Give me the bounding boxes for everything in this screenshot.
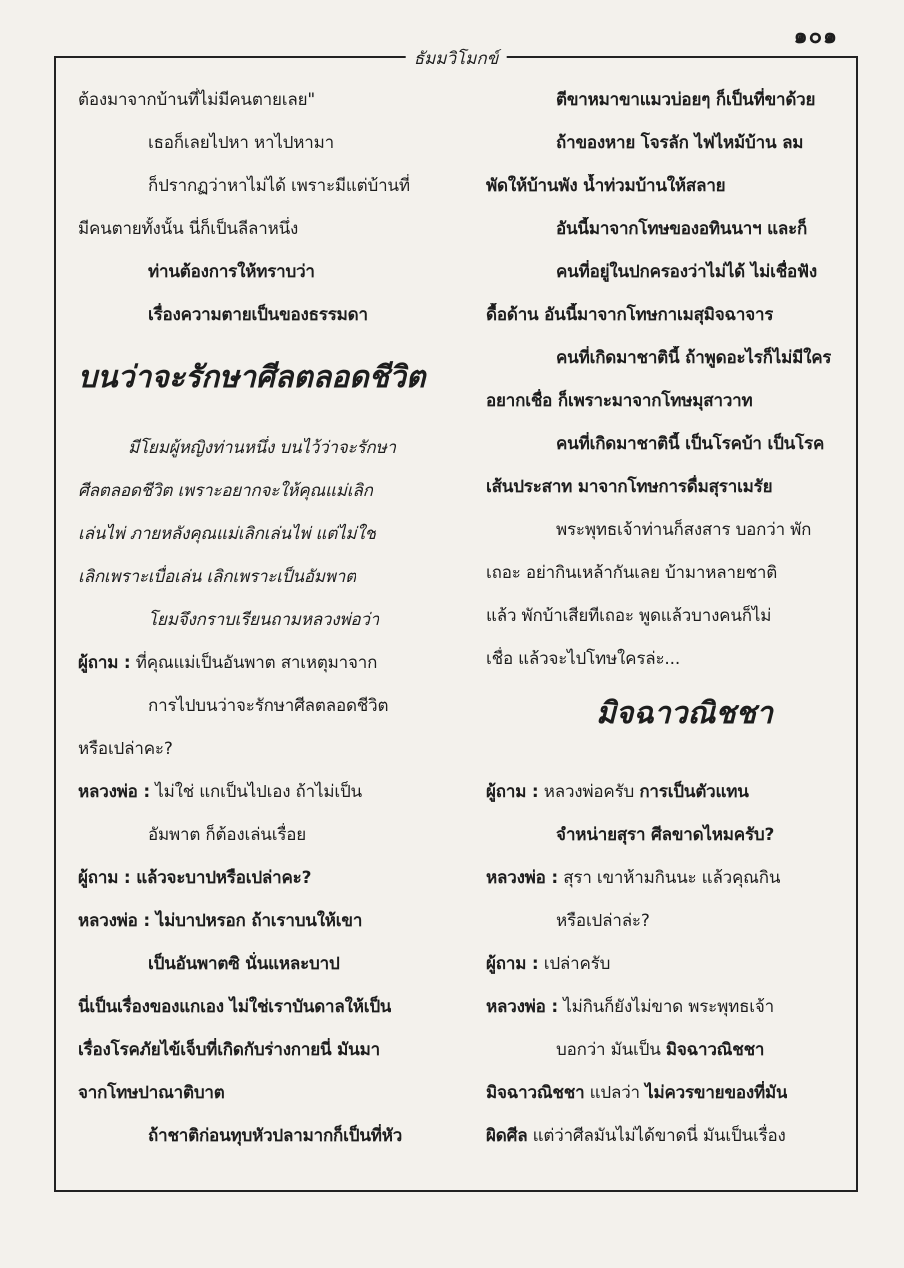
text-line: ถ้าของหาย โจรลัก ไฟไหม้บ้าน ลม <box>556 133 804 153</box>
text-line: ต้องมาจากบ้านที่ไม่มีคนตายเลย" <box>78 90 315 110</box>
emphasis: มิจฉาวณิชชา <box>665 1040 765 1060</box>
text-line: เรื่องความตายเป็นของธรรมดา <box>148 305 368 325</box>
speaker-label: หลวงพ่อ : <box>78 782 151 802</box>
text-line: ตีขาหมาขาแมวบ่อยๆ ก็เป็นที่ขาด้วย <box>556 90 816 110</box>
text-line: ท่านต้องการให้ทราบว่า <box>148 262 315 282</box>
text-line: เชื่อ แล้วจะไปโทษใครล่ะ... <box>486 649 681 669</box>
text-line <box>486 952 610 976</box>
text-line: มีโยมผู้หญิงท่านหนึ่ง บนไว้ว่าจะรักษา <box>128 438 396 458</box>
line-text: แปลว่า <box>584 1083 646 1103</box>
speaker-label: หลวงพ่อ : <box>486 997 559 1017</box>
text-line: อัมพาต ก็ต้องเล่นเรื่อย <box>148 825 307 845</box>
page-number: ๑๐๑ <box>793 23 838 49</box>
text-line: ก็ปรากฏว่าหาไม่ได้ เพราะมีแต่บ้านที่ <box>148 176 410 196</box>
text-line: เรื่องโรคภัยไข้เจ็บที่เกิดกับร่างกายนี่ มันมา <box>78 1040 380 1060</box>
text-line: จำหน่ายสุรา ศีลขาดไหมครับ? <box>556 825 775 845</box>
text-line <box>486 866 780 890</box>
text-line: เป็นอันพาตซิ นั่นแหละบาป <box>148 954 340 974</box>
text-line: หลวงพ่อ : ไม่บาปหรอก ถ้าเราบนให้เขา <box>78 911 363 931</box>
text-line: นี่เป็นเรื่องของแกเอง ไม่ใช่เราบันดาลให้เป็น <box>78 997 392 1017</box>
text-line: ศีลตลอดชีวิต เพราะอยากจะให้คุณแม่เลิก <box>78 481 373 501</box>
text-line: ถ้าชาติก่อนทุบหัวปลามากก็เป็นที่หัว <box>148 1126 403 1146</box>
text-line: คนที่เกิดมาชาตินี้ ถ้าพูดอะไรก็ไม่มีใคร <box>556 348 832 368</box>
line-text: เปล่าครับ <box>538 954 611 974</box>
text-line: อันนี้มาจากโทษของอทินนาฯ และก็ <box>556 219 808 239</box>
line-text: แต่ว่าศีลมันไม่ได้ขาดนี่ มันเป็นเรื่อง <box>527 1126 786 1146</box>
line-text: สุรา เขาห้ามกินนะ แล้วคุณกิน <box>558 868 781 888</box>
line-text: ไม่กินก็ยังไม่ขาด พระพุทธเจ้า <box>558 997 774 1017</box>
text-line: หรือเปล่าคะ? <box>78 739 173 759</box>
text-line: แล้ว พักบ้าเสียทีเถอะ พูดแล้วบางคนก็ไม่ <box>486 606 772 626</box>
text-line: มีคนตายทั้งนั้น นี่ก็เป็นลีลาหนึ่ง <box>78 219 299 239</box>
text-line: คนที่อยู่ในปกครองว่าไม่ได้ ไม่เชื่อฟัง <box>556 262 817 282</box>
speaker-label: ผู้ถาม : <box>486 782 539 802</box>
emphasis: การเป็นตัวแทน <box>639 782 749 802</box>
line-text: ที่คุณแม่เป็นอันพาต สาเหตุมาจาก <box>130 653 378 673</box>
page-frame <box>54 49 858 1192</box>
text-line <box>78 780 362 804</box>
text-line: การไปบนว่าจะรักษาศีลตลอดชีวิต <box>148 696 389 716</box>
speaker-label: ผู้ถาม : <box>486 954 539 974</box>
text-line <box>486 1124 786 1148</box>
text-line <box>78 651 377 675</box>
line-text: บอกว่า มันเป็น <box>556 1040 666 1060</box>
speaker-label: มิจฉาวณิชชา <box>486 1083 585 1103</box>
text-line: พระพุทธเจ้าท่านก็สงสาร บอกว่า พัก <box>556 520 812 540</box>
emphasis: ไม่ควรขายของที่มัน <box>645 1083 788 1103</box>
text-line: คนที่เกิดมาชาตินี้ เป็นโรคบ้า เป็นโรค <box>556 434 825 454</box>
text-line: พัดให้บ้านพัง น้ำท่วมบ้านให้สลาย <box>486 176 726 196</box>
text-line <box>486 1081 787 1105</box>
text-line: ดื้อด้าน อันนี้มาจากโทษกาเมสุมิจฉาจาร <box>486 305 774 325</box>
text-line: เถอะ อย่ากินเหล้ากันเลย บ้ามาหลายชาติ <box>486 563 778 583</box>
text-line: ผู้ถาม : แล้วจะบาปหรือเปล่าคะ? <box>78 868 312 888</box>
text-line: จากโทษปาณาติบาต <box>78 1083 225 1103</box>
text-line: เล่นไพ่ ภายหลังคุณแม่เลิกเล่นไพ่ แต่ไม่ใช่ <box>78 524 376 544</box>
running-head: ธัมมวิโมกข์ <box>406 45 507 72</box>
section-heading: บนว่าจะรักษาศีลตลอดชีวิต <box>78 360 426 395</box>
speaker-label: ผู้ถาม : <box>78 653 131 673</box>
text-line: เส้นประสาท มาจากโทษการดื่มสุราเมรัย <box>486 477 773 497</box>
text-line: เธอก็เลยไปหา หาไปหามา <box>148 133 334 153</box>
text-line: เลิกเพราะเบื่อเล่น เลิกเพราะเป็นอัมพาต <box>78 567 356 587</box>
text-line: หรือเปล่าล่ะ? <box>556 911 650 931</box>
text-line: โยมจึงกราบเรียนถามหลวงพ่อว่า <box>148 610 380 630</box>
section-heading: มิจฉาวณิชชา <box>596 696 773 731</box>
text-line <box>556 1038 764 1062</box>
line-text: หลวงพ่อครับ <box>538 782 640 802</box>
speaker-label: ผิดศีล <box>486 1126 528 1146</box>
line-text: ไม่ใช่ แกเป็นไปเอง ถ้าไม่เป็น <box>150 782 362 802</box>
text-line <box>486 995 774 1019</box>
text-line: อยากเชื่อ ก็เพราะมาจากโทษมุสาวาท <box>486 391 753 411</box>
text-line <box>486 780 749 804</box>
speaker-label: หลวงพ่อ : <box>486 868 559 888</box>
